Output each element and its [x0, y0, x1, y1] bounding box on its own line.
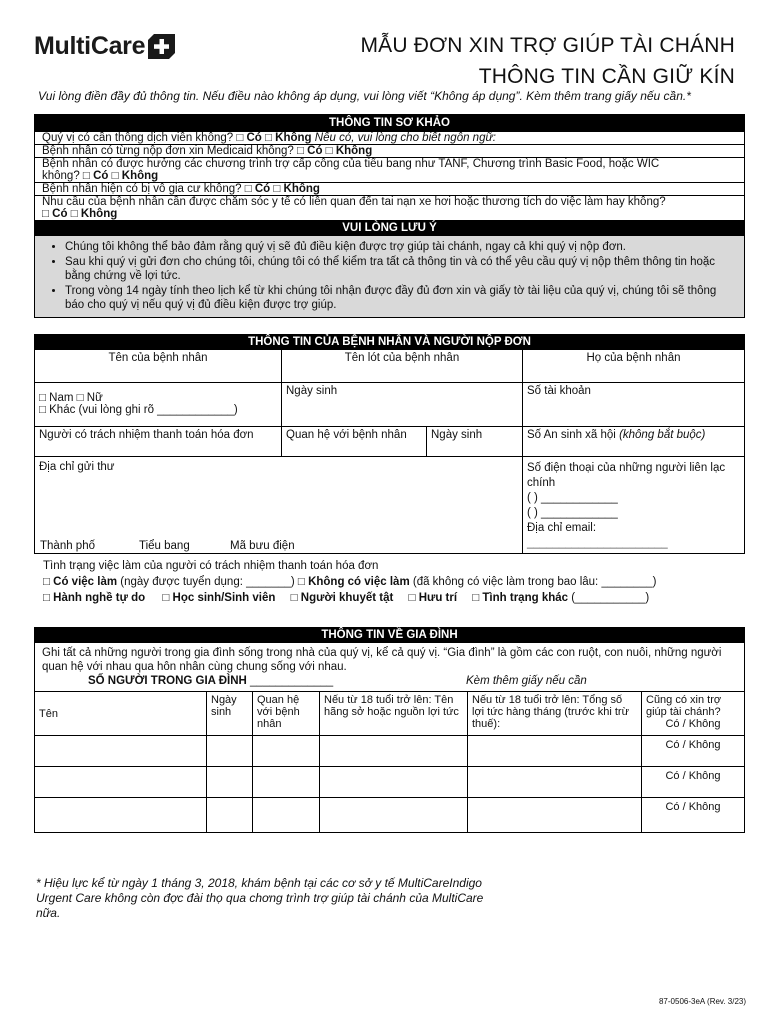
email-input[interactable]: ______________________: [527, 536, 668, 549]
yes-no-option[interactable]: Có / Không: [642, 736, 745, 767]
city-state-zip-row: [40, 540, 295, 552]
family-cell[interactable]: [320, 767, 468, 798]
col-relationship: Quan hệ với bệnh nhân: [253, 692, 320, 736]
medicaid-yes-checkbox[interactable]: Có: [307, 145, 323, 157]
family-table: [34, 691, 745, 833]
family-cell[interactable]: [253, 736, 320, 767]
instructions-text: Vui lòng điền đầy đủ thông tin. Nếu điều nào không áp dụng, vui lòng viết “Không áp dụng”. Kèm thêm trang giấy nếu cần.*: [38, 89, 691, 103]
phone-input-1[interactable]: ( ) ____________: [527, 491, 618, 504]
family-cell[interactable]: [253, 798, 320, 833]
account-number-field[interactable]: Số tài khoản: [523, 382, 745, 426]
family-section: [34, 627, 745, 833]
self-employed-checkbox[interactable]: Hành nghề tự do: [53, 592, 146, 604]
employment-label: Tình trạng việc làm của người có trách nhiệm thanh toán hóa đơn: [43, 560, 379, 572]
guarantor-dob-field[interactable]: Ngày sinh: [427, 426, 523, 456]
col-name: Tên: [35, 692, 207, 736]
family-cell[interactable]: [468, 767, 642, 798]
medicaid-question-text: Bệnh nhân có từng nộp đơn xin Medicaid không? □: [42, 145, 308, 157]
family-intro-text: Ghi tất cả những người trong gia đình sống trong nhà của quý vị, kể cả quý vị. “Gia đình” là gồm các con ruột, con nuôi, những người quan hệ với nhau qua hôn nhân cùng chung sống với nhau.: [42, 647, 722, 673]
yes-no-option[interactable]: Có / Không: [665, 718, 721, 730]
interpreter-question: [35, 131, 744, 144]
yes-no-option[interactable]: Có / Không: [642, 798, 745, 833]
first-name-field[interactable]: Tên của bệnh nhân: [35, 350, 282, 382]
col-income: Nếu từ 18 tuổi trở lên: Tổng số lợi tức hàng tháng (trước khi trừ thuế):: [468, 692, 642, 736]
state-programs-no-checkbox[interactable]: Không: [121, 170, 159, 182]
accident-question: Nhu cầu của bệnh nhân cần được chăm sóc y tế có liên quan đến tai nạn xe hơi hoặc thương tích do việc làm hay không? □ Có □ Không: [35, 195, 744, 220]
family-cell[interactable]: [320, 736, 468, 767]
notice-heading: VUI LÒNG LƯU Ý: [35, 220, 744, 236]
student-checkbox[interactable]: Học sinh/Sinh viên: [172, 592, 276, 604]
accident-continued: □: [42, 208, 53, 220]
gender-field[interactable]: [35, 382, 282, 426]
family-heading: THÔNG TIN VỀ GIA ĐÌNH: [34, 627, 745, 643]
notice-item: • Sau khi quý vị gửi đơn cho chúng tôi, chúng tôi có thể kiểm tra tất cả thông tin và có thể yêu cầu quý vị nộp thêm thông tin hoặc bằng chứng về lợi tức.: [65, 255, 736, 284]
homeless-question: Bệnh nhân hiện có bị vô gia cư không? □ Có □ Không: [35, 182, 744, 195]
homeless-question-text: Bệnh nhân hiện có bị vô gia cư không? □: [42, 183, 255, 195]
last-name-field[interactable]: Họ của bệnh nhân: [523, 350, 745, 382]
reference-heading: THÔNG TIN SƠ KHẢO: [35, 115, 744, 131]
state-programs-question: Bệnh nhân có được hưởng các chương trình trợ cấp công của tiểu bang như TANF, Chương trình Basic Food, hoặc WIC không? □ Có □ Không: [35, 157, 744, 182]
patient-table: [34, 350, 745, 554]
notice-item: • Trong vòng 14 ngày tính theo lịch kể từ khi chúng tôi nhận được đầy đủ đơn xin và giấy tờ tài liệu của quý vị, chúng tôi sẽ thông báo cho quý vị nếu quý vị đủ điều kiện được trợ giúp.: [65, 284, 736, 313]
patient-section: [34, 334, 745, 554]
footnote: * Hiệu lực kể từ ngày 1 tháng 3, 2018, khám bệnh tại các cơ sở y tế MultiCareIndigo Urgent Care không còn đợc đài thọ qua chơng trình trợ giúp tài chánh của MultiCare nữa.: [36, 876, 484, 920]
ssn-field[interactable]: [523, 426, 745, 456]
family-cell[interactable]: [253, 767, 320, 798]
form-subtitle: THÔNG TIN CẦN GIỮ KÍN: [478, 65, 735, 88]
form-title: MẪU ĐƠN XIN TRỢ GIÚP TÀI CHÁNH: [360, 34, 735, 57]
employment-section: [34, 558, 745, 606]
family-size-input[interactable]: _____________: [246, 675, 334, 687]
interpreter-no-checkbox[interactable]: Không: [275, 132, 312, 144]
gender-options[interactable]: □ Nam □ Nữ: [39, 391, 103, 404]
mailing-address-label: Địa chỉ gửi thư: [39, 460, 115, 473]
notice-list: [35, 236, 744, 317]
phone-input-2[interactable]: ( ) ____________: [527, 506, 618, 519]
attach-note: Kèm thêm giấy nếu cần: [466, 675, 587, 687]
homeless-no-checkbox[interactable]: Không: [283, 183, 320, 195]
accident-no-checkbox[interactable]: Không: [80, 208, 118, 220]
checkbox-square: □: [261, 132, 276, 144]
state-programs-question-text: Bệnh nhân có được hưởng các chương trình trợ cấp công của tiểu bang như TANF, Chương trình Basic Food, hoặc WIC: [42, 158, 660, 170]
language-prompt: Nếu có, vui lòng cho biết ngôn ngữ:: [311, 132, 496, 144]
col-dob: Ngày sinh: [207, 692, 253, 736]
other-status-detail: (___________): [568, 592, 650, 604]
medicaid-no-checkbox[interactable]: Không: [335, 145, 373, 157]
form-number: 87-0506-3eA (Rev. 3/23): [658, 997, 746, 1006]
accident-question-text: Nhu cầu của bệnh nhân cần được chăm sóc y tế có liên quan đến tai nạn xe hơi hoặc thương tích do việc làm hay không?: [42, 196, 666, 208]
state-label: Tiểu bang: [139, 539, 190, 552]
gender-other-option[interactable]: □ Khác (vui lòng ghi rõ ____________): [39, 403, 238, 416]
email-label: Địa chỉ email:: [527, 521, 597, 534]
employed-checkbox[interactable]: Có việc làm: [53, 576, 118, 588]
relationship-field[interactable]: Quan hệ với bệnh nhân: [282, 426, 427, 456]
middle-name-field[interactable]: Tên lót của bệnh nhân: [282, 350, 523, 382]
medicaid-question: Bệnh nhân có từng nộp đơn xin Medicaid không? □ Có □ Không: [35, 144, 744, 157]
interpreter-question-text: Quý vị có cần thông dịch viên không? □: [42, 132, 247, 144]
ssn-label: Số An sinh xã hội: [527, 428, 620, 441]
accident-yes-checkbox[interactable]: Có: [52, 208, 68, 220]
employment-row-1: □ Có việc làm (ngày được tuyển dụng: _______) □ Không có việc làm (đã không có việc làm trong bao lâu: ________): [43, 576, 657, 588]
homeless-yes-checkbox[interactable]: Có: [254, 183, 271, 195]
mailing-address-field[interactable]: [35, 456, 523, 553]
patient-heading: THÔNG TIN CỦA BỆNH NHÂN VÀ NGƯỜI NỘP ĐƠN: [34, 334, 745, 350]
family-cell[interactable]: [207, 798, 253, 833]
family-size-row: [42, 674, 737, 688]
disabled-checkbox[interactable]: Người khuyết tật: [300, 592, 394, 604]
yes-no-option[interactable]: Có / Không: [642, 767, 745, 798]
phone-label: Số điện thoại của những người liên lạc chính: [527, 461, 726, 489]
col-applying: [642, 692, 745, 736]
dob-field[interactable]: Ngày sinh: [282, 382, 523, 426]
col-applying-label: Cũng có xin trợ giúp tài chánh?: [646, 694, 722, 718]
family-cell[interactable]: [207, 767, 253, 798]
family-cell[interactable]: [35, 736, 207, 767]
family-cell[interactable]: [35, 767, 207, 798]
interpreter-yes-checkbox[interactable]: Có: [246, 132, 262, 144]
retired-checkbox[interactable]: Hưu trí: [418, 592, 458, 604]
family-cell[interactable]: [320, 798, 468, 833]
col-employer: Nếu từ 18 tuổi trở lên: Tên hãng sở hoặc nguồn lợi tức: [320, 692, 468, 736]
multicare-logo: [34, 32, 175, 61]
reference-section: [34, 114, 745, 318]
city-label: Thành phố: [40, 539, 95, 552]
state-programs-continued: không? □: [42, 170, 94, 182]
logo-cross-icon: [148, 34, 175, 59]
zip-label: Mã bưu điện: [230, 539, 295, 552]
state-programs-yes-checkbox[interactable]: Có: [93, 170, 109, 182]
employed-detail: (ngày được tuyển dụng: _______) □: [117, 576, 309, 588]
unemployed-detail: (đã không có việc làm trong bao lâu: ________): [409, 576, 657, 588]
family-cell[interactable]: [468, 798, 642, 833]
family-intro: [34, 643, 745, 691]
unemployed-checkbox[interactable]: Không có việc làm: [308, 576, 410, 588]
notice-item: • Chúng tôi không thể bảo đảm rằng quý vị sẽ đủ điều kiện được trợ giúp tài chánh, ngay cả khi quý vị nộp đơn.: [65, 240, 736, 255]
ssn-optional-note: (không bắt buộc): [619, 428, 706, 441]
other-status-checkbox[interactable]: Tình trạng khác: [482, 592, 569, 604]
family-cell[interactable]: [35, 798, 207, 833]
contact-field[interactable]: [523, 456, 745, 553]
family-cell[interactable]: [207, 736, 253, 767]
logo-text: MultiCare: [34, 32, 146, 60]
family-size-label: SỐ NGƯỜI TRONG GIA ĐÌNH: [88, 675, 247, 687]
guarantor-field[interactable]: Người có trách nhiệm thanh toán hóa đơn: [35, 426, 282, 456]
family-cell[interactable]: [468, 736, 642, 767]
employment-row-2: □ Hành nghề tự do □ Học sinh/Sinh viên □ Người khuyết tật □ Hưu trí □ Tình trạng khác (___________): [43, 592, 650, 604]
